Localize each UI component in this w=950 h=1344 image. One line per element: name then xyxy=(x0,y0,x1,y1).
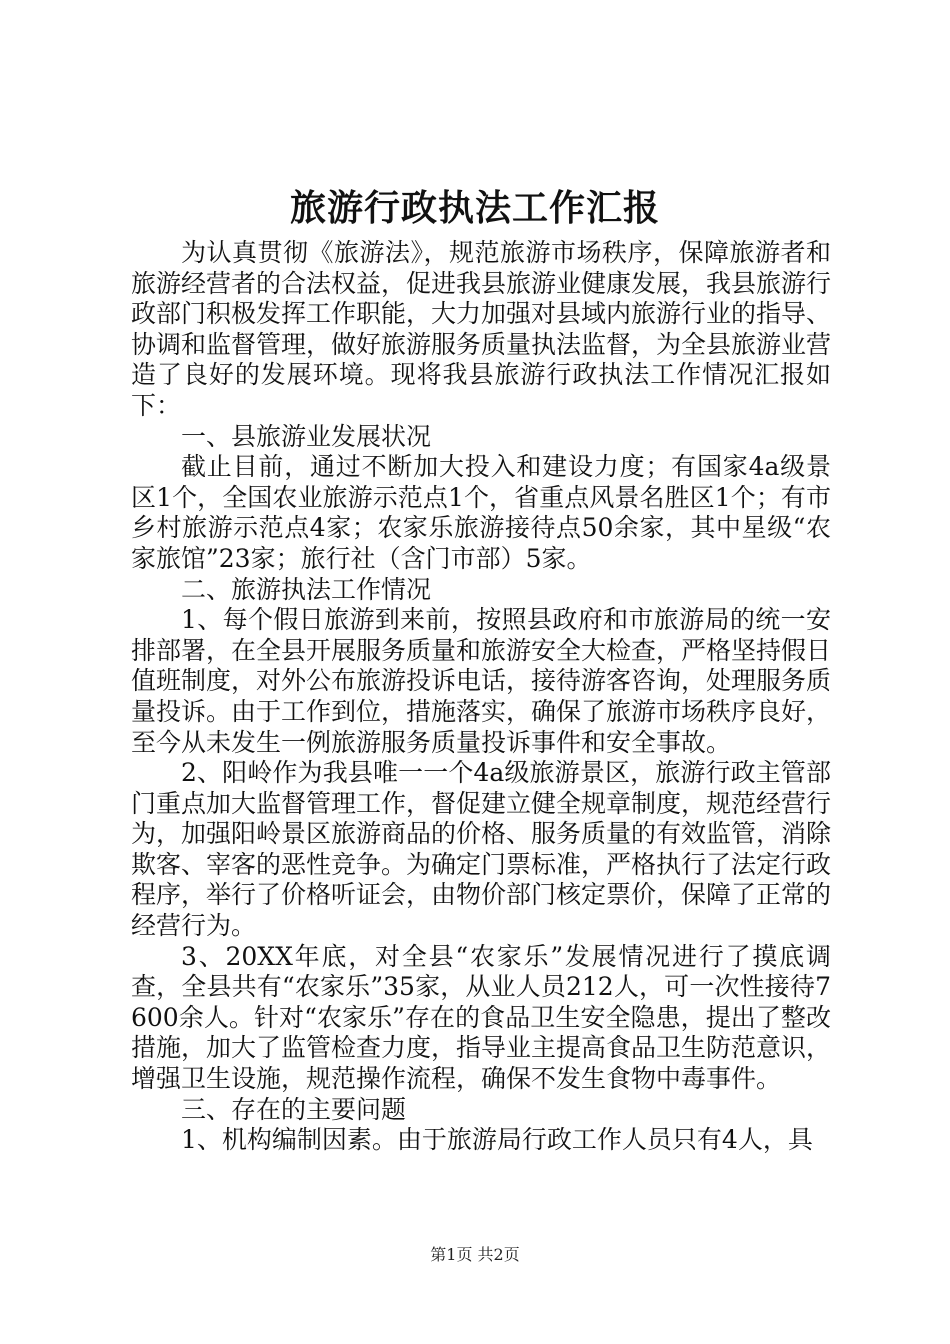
section-2-item-2: 2、阳岭作为我县唯一一个4a级旅游景区，旅游行政主管部门重点加大监督管理工作，督促建立健全规章制度，规范经营行为，加强阳岭景区旅游商品的价格、服务质量的有效监管，消除欺客、宰客的恶性竞争。为确定门票标准，严格执行了法定行政程序，举行了价格听证会，由物价部门核定票价，保障了正常的经营行为。 xyxy=(131,758,832,941)
section-1-paragraph: 截止目前，通过不断加大投入和建设力度；有国家4a级景区1个，全国农业旅游示范点1个，省重点风景名胜区1个；有市乡村旅游示范点4家；农家乐旅游接待点50余家，其中星级“农家旅馆”23家；旅行社（含门市部）5家。 xyxy=(131,452,831,573)
section-3-item-1: 1、机构编制因素。由于旅游局行政工作人员只有4人，具 xyxy=(181,1125,813,1155)
section-2-item-3: 3、20XX年底，对全县“农家乐”发展情况进行了摸底调查，全县共有“农家乐”35家，从业人员212人，可一次性接待7600余人。针对“农家乐”存在的食品卫生安全隐患，提出了整改措施，加大了监管检查力度，指导业主提高食品卫生防范意识，增强卫生设施，规范操作流程，确保不发生食物中毒事件。 xyxy=(131,941,832,1094)
page-footer: 第1页 共2页 xyxy=(430,1245,520,1264)
section-heading-3: 三、存在的主要问题 xyxy=(181,1094,407,1124)
section-heading-1: 一、县旅游业发展状况 xyxy=(181,421,432,451)
section-2-item-1: 1、每个假日旅游到来前，按照县政府和市旅游局的统一安排部署，在全县开展服务质量和旅游安全大检查，严格坚持假日值班制度，对外公布旅游投诉电话，接待游客咨询，处理服务质量投诉。由于工作到位，措施落实，确保了旅游市场秩序良好，至今从未发生一例旅游服务质量投诉事件和安全事故。 xyxy=(131,605,832,757)
intro-paragraph: 为认真贯彻《旅游法》，规范旅游市场秩序，保障旅游者和旅游经营者的合法权益，促进我县旅游业健康发展，我县旅游行政部门积极发挥工作职能，大力加强对县域内旅游行业的指导、协调和监督管理，做好旅游服务质量执法监督，为全县旅游业营造了良好的发展环境。现将我县旅游行政执法工作情况汇报如下： xyxy=(131,238,832,420)
section-heading-2: 二、旅游执法工作情况 xyxy=(181,574,432,604)
document-title: 旅游行政执法工作汇报 xyxy=(289,187,660,229)
document-body xyxy=(131,238,831,1156)
